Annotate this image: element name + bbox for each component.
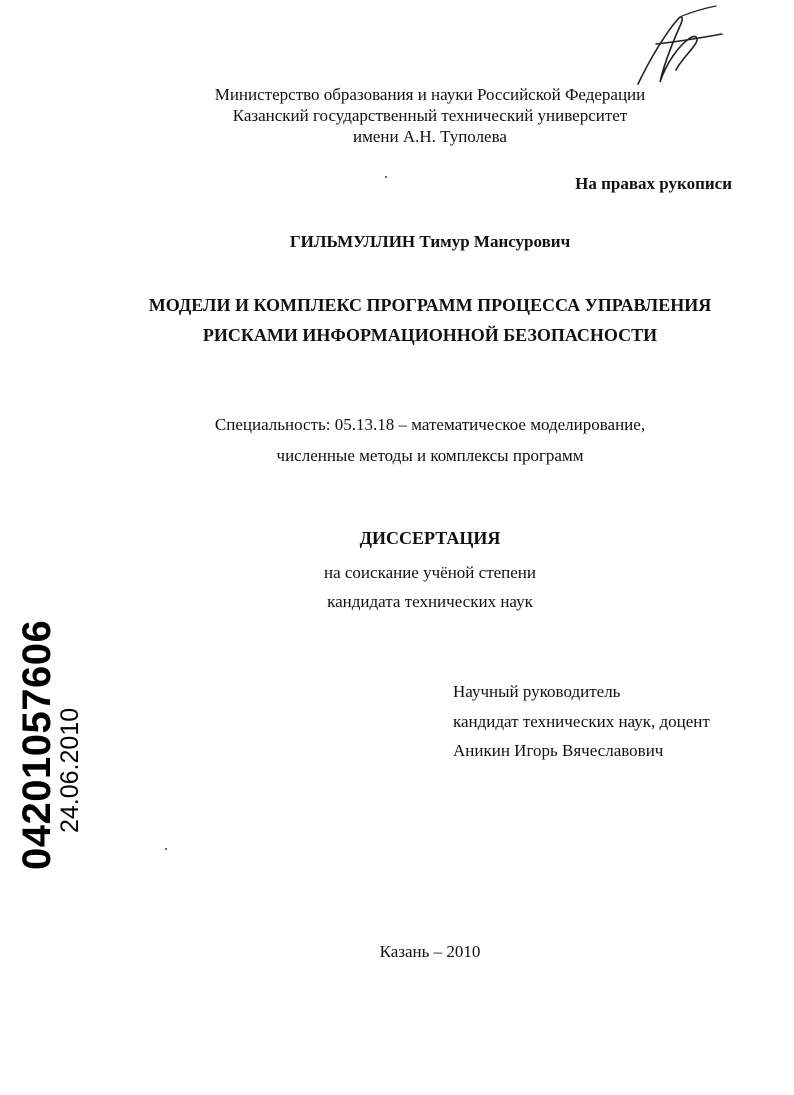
rights-note: На правах рукописи — [575, 174, 732, 193]
specialty-line-1: Специальность: 05.13.18 – математическое моделирование, — [214, 415, 646, 434]
university-name: Казанский государственный технический университет — [232, 106, 628, 125]
scientific-advisor — [453, 677, 710, 766]
stamp-number: 04201057606 — [15, 619, 59, 870]
organization-header — [0, 84, 794, 147]
advisor-title: кандидат технических наук, доцент — [453, 711, 710, 731]
speck-dot — [385, 176, 387, 178]
title-line-2: РИСКАМИ ИНФОРМАЦИОННОЙ БЕЗОПАСНОСТИ — [202, 325, 658, 345]
author-name: ГИЛЬМУЛЛИН Тимур Мансурович — [289, 232, 571, 251]
dissertation-title — [0, 290, 794, 350]
specialty-line-2: численные методы и комплексы программ — [276, 446, 584, 465]
degree-sought — [0, 558, 794, 616]
work-type: ДИССЕРТАЦИЯ — [359, 528, 501, 548]
advisor-name: Аникин Игорь Вячеславович — [453, 741, 664, 760]
title-line-1: МОДЕЛИ И КОМПЛЕКС ПРОГРАММ ПРОЦЕССА УПРАВЛЕНИЯ — [148, 295, 712, 315]
city-year: Казань – 2010 — [379, 942, 481, 961]
advisor-role: Научный руководитель — [453, 682, 621, 701]
stamp-date: 24.06.2010 — [56, 707, 84, 833]
ministry-name: Министерство образования и науки Российской Федерации — [214, 85, 646, 104]
speck-dot — [165, 848, 167, 850]
university-named-after: имени А.Н. Туполева — [353, 127, 507, 146]
degree-line-1: на соискание учёной степени — [323, 563, 537, 582]
degree-line-2: кандидата технических наук — [327, 592, 533, 611]
specialty — [0, 409, 794, 471]
